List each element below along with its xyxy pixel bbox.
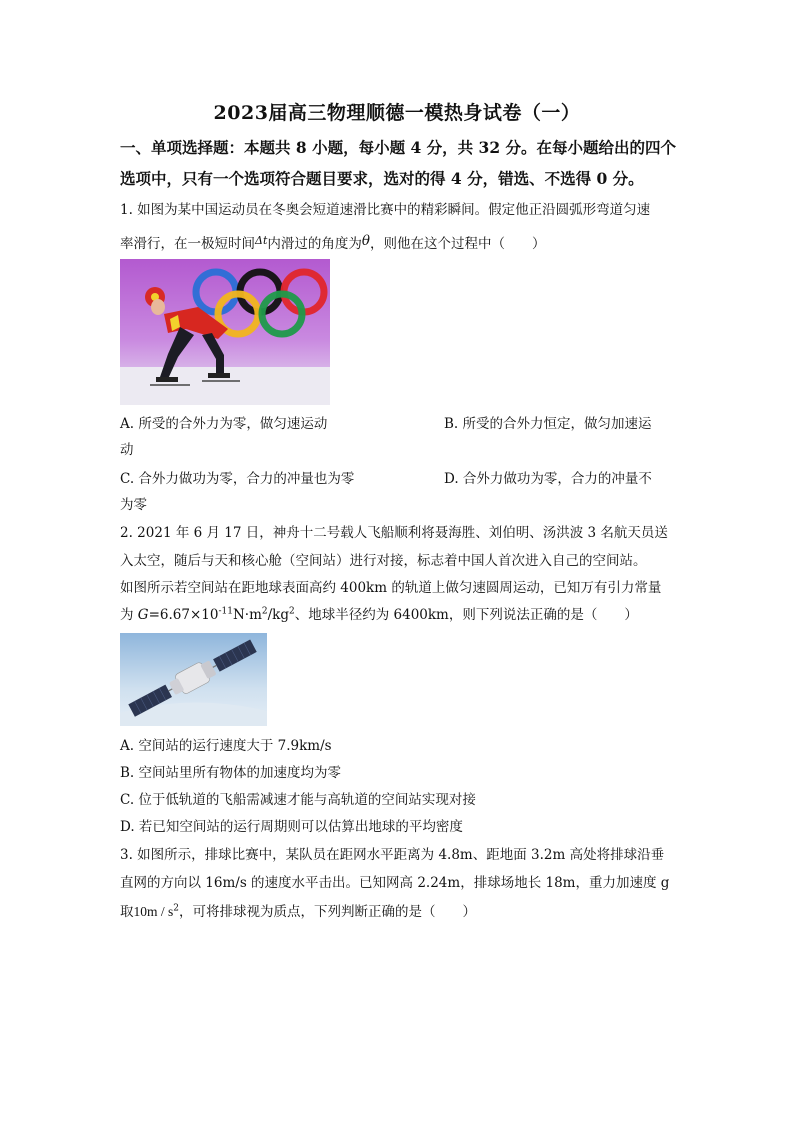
- space-station-photo: [120, 633, 267, 726]
- q2-line-4: [120, 602, 680, 629]
- q1-option-a: A. 所受的合外力为零，做匀速运动: [120, 416, 328, 432]
- q2-option-d: D. 若已知空间站的运行周期则可以估算出地球的平均密度: [120, 819, 463, 835]
- q3-line-3-pre: 取: [120, 904, 134, 920]
- speed-skater-photo: [120, 259, 330, 405]
- q1-option-d-wrap: 为零: [120, 497, 147, 513]
- section-heading-line-2: 选项中，只有一个选项符合题目要求，选对的得 4 分，错选、不选得 0 分。: [120, 169, 644, 188]
- q1-option-b-wrap: 动: [120, 442, 134, 458]
- q1-line-2-post: ，则他在这个过程中（ ）: [370, 236, 546, 252]
- q2-line-1: 2. 2021 年 6 月 17 日，神舟十二号载人飞船顺利将聂海胜、刘伯明、汤洪波 3 名航天员送: [120, 525, 668, 541]
- q1-line-2-mid: 内滑过的角度为: [267, 236, 362, 252]
- q2-g-unit-2: /kg: [267, 607, 289, 623]
- q1-option-c: C. 合外力做功为零，合力的冲量也为零: [120, 471, 355, 487]
- q2-line-4-post: 、地球半径约为 6400km，则下列说法正确的是（ ）: [294, 607, 638, 623]
- q2-unit-exponent-2: 2: [288, 606, 295, 617]
- section-heading-line-1: 一、单项选择题：本题共 8 小题，每小题 4 分，共 32 分。在每小题给出的四个: [120, 138, 677, 157]
- q1-line-2-pre: 率滑行，在一极短时间: [120, 236, 255, 252]
- gravitational-constant-symbol: G: [137, 607, 149, 623]
- q2-g-value: =6.67×10: [148, 607, 219, 623]
- q2-line-3: 如图所示若空间站在距地球表面高约 400km 的轨道上做匀速圆周运动，已知万有引力常量: [120, 580, 662, 596]
- q3-gravity-value: 10m / s: [133, 904, 174, 919]
- q1-option-b: B. 所受的合外力恒定，做匀加速运: [444, 416, 652, 432]
- q2-unit-exponent-1: 2: [261, 606, 268, 617]
- q3-line-2: 直网的方向以 16m/s 的速度水平击出。已知网高 2.24m，排球场地长 18m，重力加速度 g: [120, 875, 670, 891]
- q1-line-2: [120, 227, 680, 258]
- q1-option-d: D. 合外力做功为零，合力的冲量不: [444, 471, 652, 487]
- q3-line-3-post: ，可将排球视为质点，下列判断正确的是（ ）: [179, 904, 476, 920]
- q1-line-1: 1. 如图为某中国运动员在冬奥会短道速滑比赛中的精彩瞬间。假定他正沿圆弧形弯道匀速: [120, 202, 651, 218]
- q2-g-exponent: -11: [218, 606, 233, 617]
- exam-title: 2023届高三物理顺德一模热身试卷（一）: [213, 102, 581, 124]
- q2-line-4-pre: 为: [120, 607, 138, 623]
- q2-option-a: A. 空间站的运行速度大于 7.9km/s: [120, 738, 332, 754]
- q2-option-c: C. 位于低轨道的飞船需减速才能与高轨道的空间站实现对接: [120, 792, 476, 808]
- theta-symbol: θ: [361, 233, 371, 249]
- q3-line-1: 3. 如图所示，排球比赛中，某队员在距网水平距离为 4.8m、距地面 3.2m 高处将排球沿垂: [120, 847, 665, 863]
- q2-g-unit: N·m: [232, 607, 262, 623]
- q3-unit-exponent: 2: [173, 903, 179, 914]
- q3-line-3: [120, 898, 680, 926]
- q2-option-b: B. 空间站里所有物体的加速度均为零: [120, 765, 342, 781]
- q2-line-2: 入太空，随后与天和核心舱（空间站）进行对接，标志着中国人首次进入自己的空间站。: [120, 553, 647, 569]
- delta-t-symbol: Δt: [255, 234, 268, 247]
